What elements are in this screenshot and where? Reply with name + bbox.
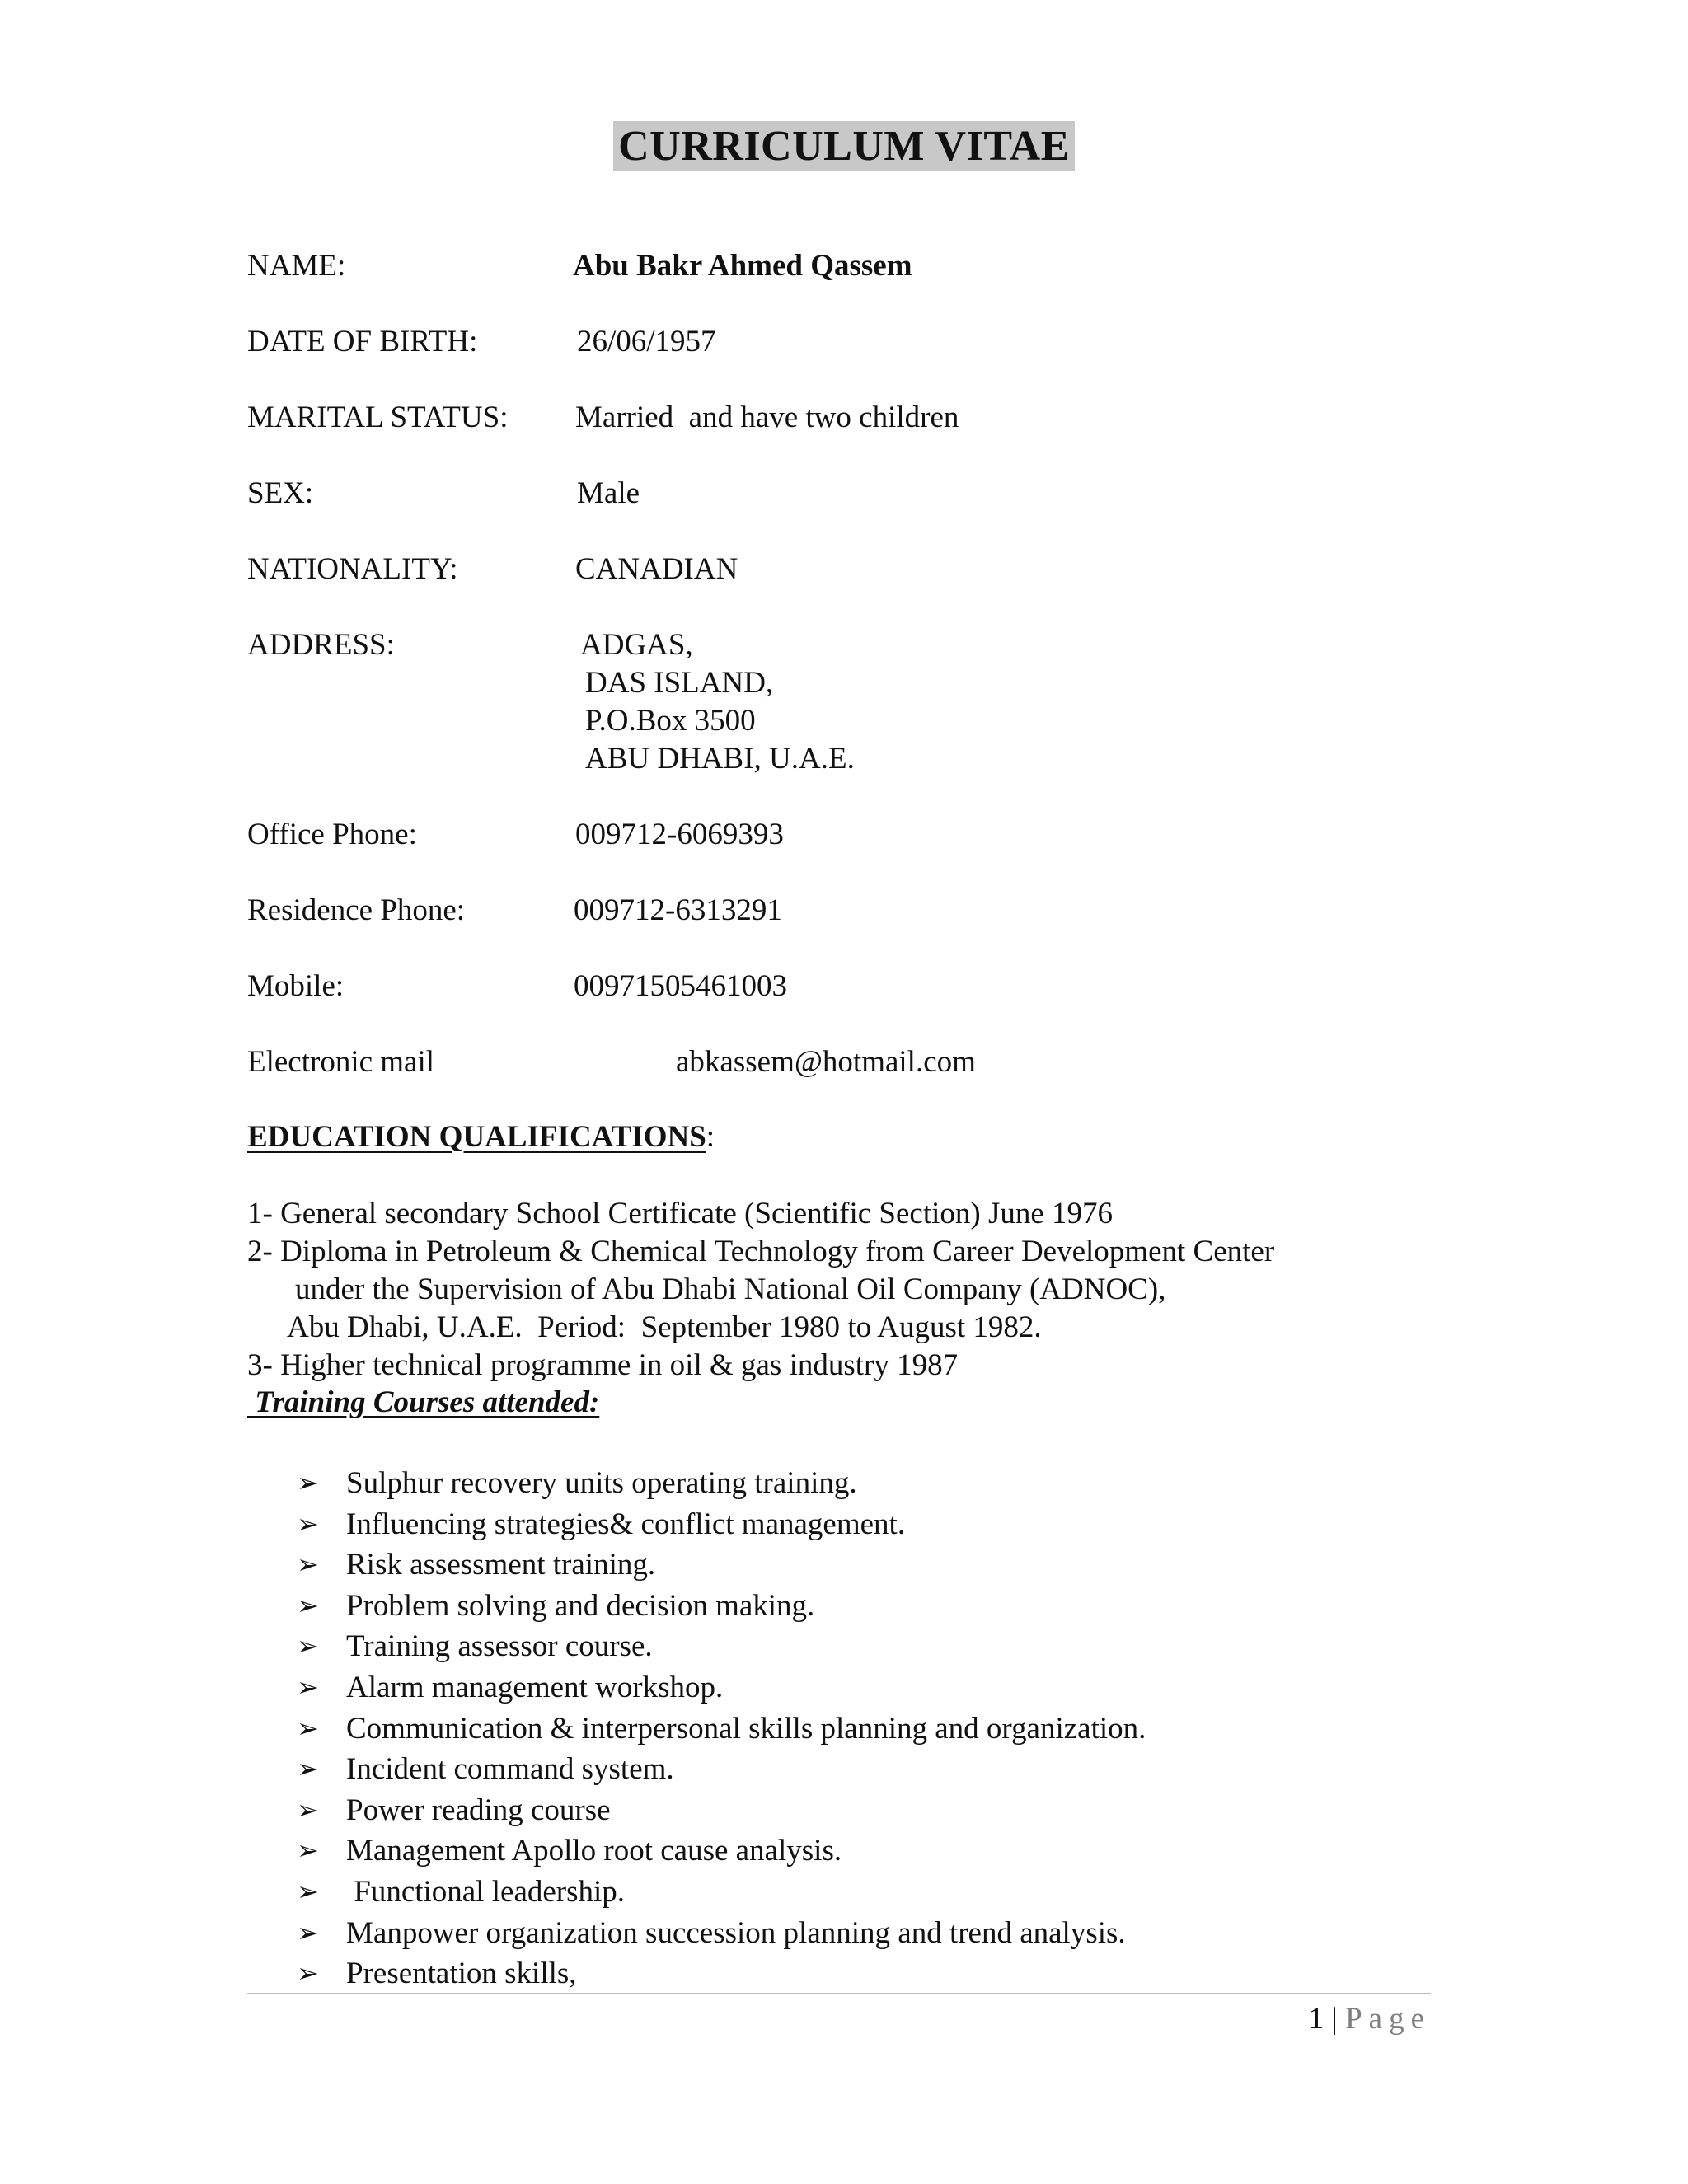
office-phone-value: 009712-6069393 (575, 818, 784, 851)
document-title-text: CURRICULUM VITAE (613, 121, 1075, 171)
course-text: Power reading course (346, 1793, 611, 1827)
email-label: Electronic mail (247, 1045, 435, 1079)
training-heading: Training Courses attended: (247, 1385, 600, 1419)
document-title (0, 122, 1688, 171)
course-text: Manpower organization succession planning and trend analysis. (346, 1915, 1126, 1950)
arrow-bullet-icon: ➢ (297, 1589, 319, 1621)
list-item (297, 1830, 1146, 1872)
page-footer (1309, 2001, 1431, 2036)
education-heading (247, 1119, 715, 1155)
list-item (297, 1913, 1146, 1954)
arrow-bullet-icon: ➢ (297, 1835, 319, 1867)
education-line: under the Supervision of Abu Dhabi National Oil Company (ADNOC), (295, 1272, 1166, 1306)
education-heading-text: EDUCATION QUALIFICATIONS (247, 1120, 706, 1154)
training-courses-list (297, 1463, 1146, 1994)
education-line: 1- General secondary School Certificate (Scientific Section) June 1976 (247, 1197, 1114, 1230)
email-value: abkassem@hotmail.com (676, 1045, 976, 1079)
course-text: Functional leadership. (346, 1874, 626, 1909)
education-line: Abu Dhabi, U.A.E. Period: September 1980 to August 1982. (287, 1310, 1042, 1344)
footer-divider (247, 1993, 1431, 1994)
arrow-bullet-icon: ➢ (297, 1957, 319, 1990)
course-text: Management Apollo root cause analysis. (346, 1834, 842, 1868)
residence-phone-label: Residence Phone: (247, 893, 466, 927)
list-item (297, 1667, 1146, 1708)
arrow-bullet-icon: ➢ (297, 1671, 319, 1703)
sex-label: SEX: (247, 476, 314, 510)
marital-status-value: Married and have two children (575, 401, 959, 434)
residence-phone-value: 009712-6313291 (574, 893, 782, 927)
page-label: Page (1345, 2002, 1431, 2036)
dob-label: DATE OF BIRTH: (247, 325, 478, 359)
office-phone-label: Office Phone: (247, 818, 417, 851)
dob-value: 26/06/1957 (577, 325, 716, 359)
course-text: Communication & interpersonal skills planning and organization. (346, 1711, 1146, 1746)
nationality-label: NATIONALITY: (247, 552, 458, 586)
address-label: ADDRESS: (247, 628, 395, 662)
address-value (580, 626, 855, 778)
list-item (297, 1749, 1146, 1790)
mobile-label: Mobile: (247, 969, 345, 1003)
list-item (297, 1790, 1146, 1831)
page-separator: | (1331, 2002, 1338, 2036)
list-item (297, 1626, 1146, 1667)
marital-status-label: MARITAL STATUS: (247, 401, 509, 434)
course-text: Training assessor course. (346, 1629, 653, 1664)
arrow-bullet-icon: ➢ (297, 1630, 319, 1662)
list-item (297, 1463, 1146, 1504)
list-item (297, 1708, 1146, 1750)
course-text: Presentation skills, (346, 1957, 577, 1991)
list-item (297, 1872, 1146, 1913)
education-heading-colon: : (706, 1120, 715, 1154)
arrow-bullet-icon: ➢ (297, 1467, 319, 1498)
address-line: DAS ISLAND, (585, 666, 774, 700)
list-item (297, 1586, 1146, 1627)
address-line: P.O.Box 3500 (585, 704, 756, 738)
course-text: Risk assessment training. (346, 1548, 656, 1582)
course-text: Alarm management workshop. (346, 1670, 724, 1704)
list-item (297, 1504, 1146, 1545)
arrow-bullet-icon: ➢ (297, 1753, 319, 1785)
education-line: 2- Diploma in Petroleum & Chemical Technology from Career Development Center (247, 1235, 1275, 1268)
address-line: ABU DHABI, U.A.E. (585, 742, 855, 776)
list-item (297, 1544, 1146, 1586)
course-text: Sulphur recovery units operating training. (346, 1466, 857, 1500)
course-text: Influencing strategies& conflict management. (346, 1507, 906, 1541)
arrow-bullet-icon: ➢ (297, 1916, 319, 1948)
arrow-bullet-icon: ➢ (297, 1793, 319, 1825)
name-value: Abu Bakr Ahmed Qassem (573, 249, 912, 283)
address-line: ADGAS, (580, 628, 693, 662)
page-number: 1 (1308, 2002, 1325, 2036)
sex-value: Male (577, 476, 640, 510)
list-item (297, 1953, 1146, 1994)
arrow-bullet-icon: ➢ (297, 1712, 319, 1744)
arrow-bullet-icon: ➢ (297, 1507, 319, 1540)
name-label: NAME: (247, 249, 346, 283)
arrow-bullet-icon: ➢ (297, 1875, 319, 1907)
education-line: 3- Higher technical programme in oil & gas industry 1987 (247, 1348, 959, 1382)
arrow-bullet-icon: ➢ (297, 1549, 319, 1581)
nationality-value: CANADIAN (575, 552, 738, 586)
course-text: Incident command system. (346, 1752, 674, 1787)
course-text: Problem solving and decision making. (346, 1588, 815, 1623)
mobile-value: 00971505461003 (574, 969, 787, 1003)
